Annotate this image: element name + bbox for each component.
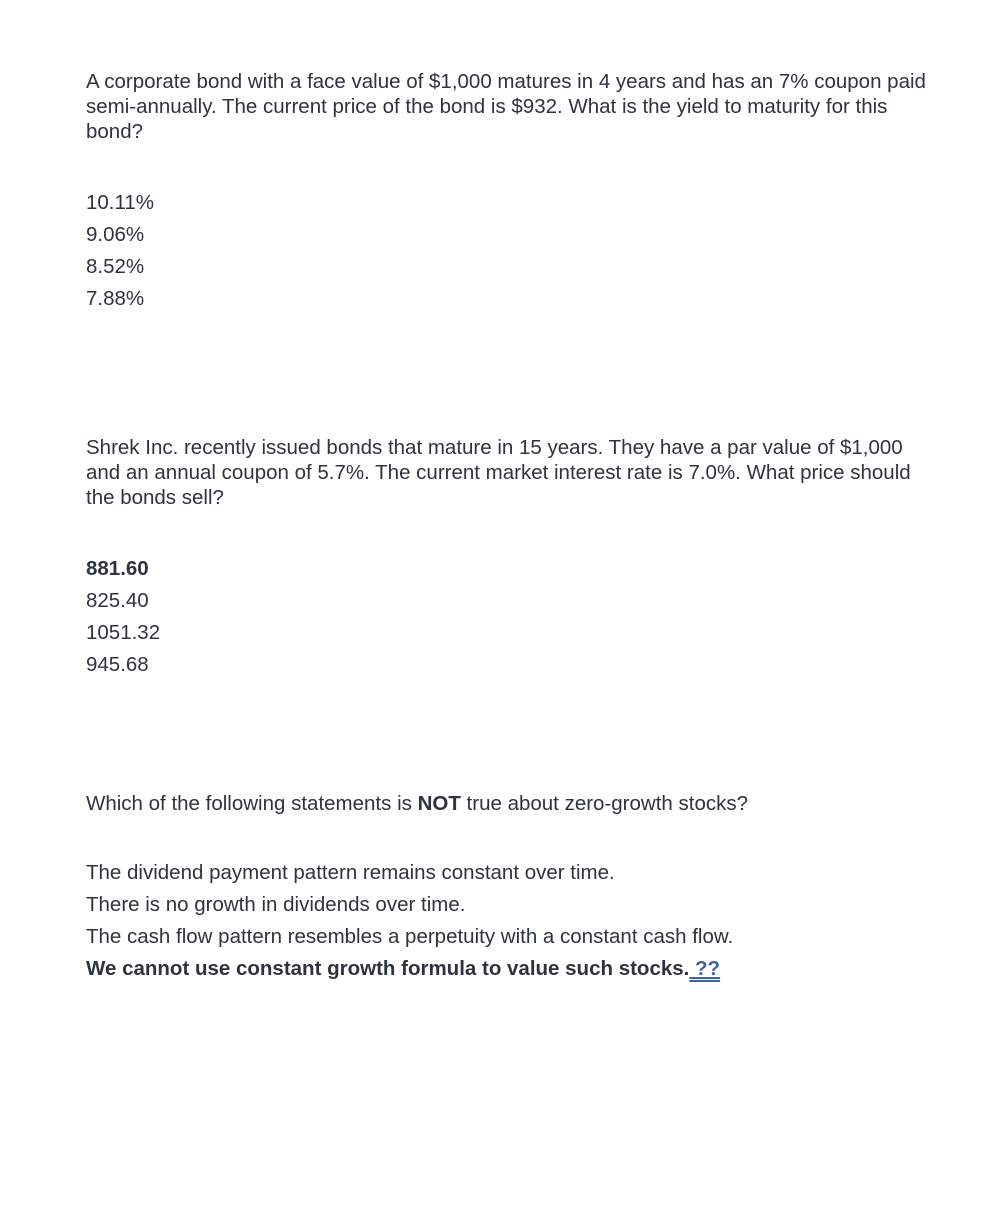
q3-option-4 [86, 953, 936, 985]
q2-option-1: 881.60 [86, 557, 149, 580]
question-3-text-before: Which of the following statements is [86, 792, 418, 815]
q3-option-2: There is no growth in dividends over time. [86, 893, 466, 916]
q3-option-4-text: We cannot use constant growth formula to value such stocks. [86, 957, 690, 980]
question-3-text-after: true about zero-growth stocks? [460, 792, 748, 815]
q1-option-2: 9.06% [86, 223, 145, 246]
question-3 [86, 791, 936, 816]
question-2-options [86, 553, 936, 681]
q3-trailing-link[interactable]: ?? [689, 957, 721, 980]
q1-option-4: 7.88% [86, 287, 145, 310]
question-2 [86, 435, 936, 510]
question-1-text: A corporate bond with a face value of $1,000 matures in 4 years and has an 7% coupon paid semi-annually. The current price of the bond is $932. What is the yield to maturity for this bond? [86, 70, 926, 143]
q1-option-1: 10.11% [86, 191, 155, 214]
q3-option-1: The dividend payment pattern remains constant over time. [86, 861, 615, 884]
question-3-emphasis: NOT [417, 792, 461, 815]
q2-option-4: 945.68 [86, 653, 149, 676]
question-3-text [86, 791, 936, 816]
q2-option-3: 1051.32 [86, 621, 161, 644]
question-2-text: Shrek Inc. recently issued bonds that mature in 15 years. They have a par value of $1,000 and an annual coupon of 5.7%. The current market interest rate is 7.0%. What price should the bonds sell? [86, 436, 911, 509]
question-3-options [86, 857, 936, 985]
q3-option-3: The cash flow pattern resembles a perpetuity with a constant cash flow. [86, 925, 734, 948]
question-1-options [86, 187, 936, 315]
q1-option-3: 8.52% [86, 255, 145, 278]
q2-option-2: 825.40 [86, 589, 149, 612]
question-1 [86, 69, 936, 144]
